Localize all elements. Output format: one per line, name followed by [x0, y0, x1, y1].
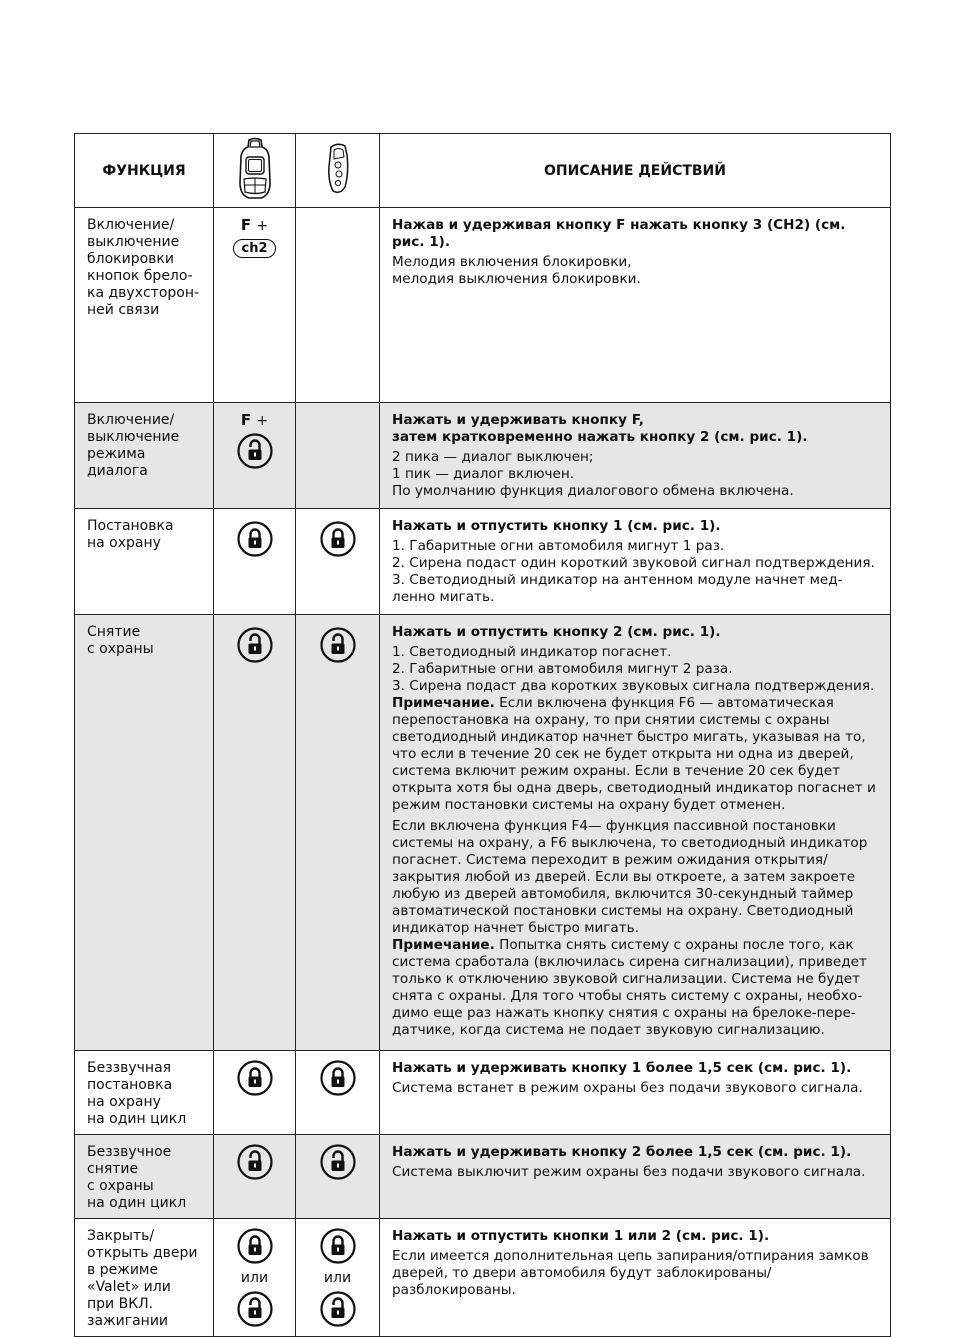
description-cell	[380, 1051, 891, 1135]
remote1-buttons	[214, 1135, 296, 1219]
table-row	[75, 208, 891, 403]
remote2-buttons	[296, 615, 380, 1051]
f-plus-label: F +	[240, 216, 269, 234]
action-instruction: Нажав и удерживая кнопку F нажать кнопку 3 (CH2) (см. рис. 1).	[392, 217, 846, 250]
f-plus-label: F +	[240, 411, 269, 429]
unlock-button-icon	[320, 627, 356, 663]
one-way-remote-icon	[296, 134, 380, 208]
result-text: 1. Габаритные огни автомобиля мигнут 1 раз. 2. Сирена подаст один короткий звуковой сигнал подтверждения. 3. Светодиодный индикатор на антенном модуле начнет мед- ленно мигать.	[392, 538, 875, 605]
remote2-buttons	[296, 509, 380, 615]
function-table	[74, 133, 891, 1337]
lock-button-icon	[237, 521, 273, 557]
lock-button-icon	[320, 521, 356, 557]
remote2-buttons	[296, 1135, 380, 1219]
result-text: Система встанет в режим охраны без подачи звукового сигнала.	[392, 1080, 863, 1096]
function-cell: Снятие с охраны	[75, 615, 214, 1051]
header-row	[75, 134, 891, 208]
table-row	[75, 403, 891, 509]
description-cell	[380, 1219, 891, 1337]
function-cell: Беззвучное снятие с охраны на один цикл	[75, 1135, 214, 1219]
description-cell	[380, 615, 891, 1051]
remote1-buttons	[214, 509, 296, 615]
result-text: Система выключит режим охраны без подачи звукового сигнала.	[392, 1164, 866, 1180]
result-text: Мелодия включения блокировки, мелодия выключения блокировки.	[392, 254, 641, 287]
result-text: 1. Светодиодный индикатор погаснет. 2. Габаритные огни автомобиля мигнут 2 раза. 3. Сирена подаст два коротких звуковых сигнала подтверждения.	[392, 644, 875, 694]
ch2-button-icon: ch2	[233, 239, 275, 258]
unlock-button-icon	[237, 433, 273, 469]
function-cell: Постановка на охрану	[75, 509, 214, 615]
unlock-button-icon	[237, 1144, 273, 1180]
action-instruction: Нажать и отпустить кнопки 1 или 2 (см. рис. 1).	[392, 1228, 770, 1244]
table-row	[75, 615, 891, 1051]
unlock-button-icon	[237, 1291, 273, 1327]
function-cell: Включение/ выключение блокировки кнопок брело- ка двухсторон- ней связи	[75, 208, 214, 403]
note-paragraph: Примечание. Попытка снять систему с охраны после того, как система сработала (включилась сирена сигнализации), приведет только к отключению звуковой сигнализации. Система не будет снята с охраны. Для того чтобы снять систему с охраны, необходимо еще раз нажать кнопку снятия с охраны на брелоке-передатчике, когда система не подает звуковую сигнализацию.	[392, 937, 867, 1038]
table-row	[75, 509, 891, 615]
function-cell: Беззвучная постановка на охрану на один цикл	[75, 1051, 214, 1135]
note-paragraph: Примечание. Если включена функция F6 — автоматическая перепостановка на охрану, то при снятии системы с охраны светодиодный индикатор начнет быстро мигать, указывая на то, что если в течение 20 сек не будет открыта ни одна из дверей, система включит режим охраны. Если в течение 20 сек будет открыта хотя бы одна дверь, светодиодный индикатор погаснет и режим постановки системы на охрану будет отменен.	[392, 695, 876, 813]
unlock-button-icon	[320, 1144, 356, 1180]
action-instruction: Нажать и отпустить кнопку 1 (см. рис. 1).	[392, 518, 721, 534]
description-cell	[380, 208, 891, 403]
remote1-buttons	[214, 403, 296, 509]
description-column-header: ОПИСАНИЕ ДЕЙСТВИЙ	[380, 134, 891, 208]
action-instruction: Нажать и удерживать кнопку F, затем кратковременно нажать кнопку 2 (см. рис. 1).	[392, 412, 808, 445]
description-cell	[380, 1135, 891, 1219]
lock-button-icon	[320, 1060, 356, 1096]
remote1-buttons	[214, 208, 296, 403]
lock-button-icon	[237, 1228, 273, 1264]
table-row	[75, 1135, 891, 1219]
description-cell	[380, 509, 891, 615]
remote2-buttons-empty	[296, 208, 380, 403]
remote2-buttons	[296, 1051, 380, 1135]
unlock-button-icon	[237, 627, 273, 663]
action-instruction: Нажать и удерживать кнопку 2 более 1,5 сек (см. рис. 1).	[392, 1144, 852, 1160]
remote1-buttons	[214, 1051, 296, 1135]
or-label: или	[240, 1270, 269, 1286]
description-cell	[380, 403, 891, 509]
remote1-buttons	[214, 1219, 296, 1337]
or-label: или	[323, 1270, 352, 1286]
table-row	[75, 1219, 891, 1337]
remote2-buttons-empty	[296, 403, 380, 509]
function-column-header: ФУНКЦИЯ	[75, 134, 214, 208]
function-cell: Закрыть/ открыть двери в режиме «Valet» или при ВКЛ. зажигании	[75, 1219, 214, 1337]
table-row	[75, 1051, 891, 1135]
action-instruction: Нажать и отпустить кнопку 2 (см. рис. 1).	[392, 624, 721, 640]
result-text: 2 пика — диалог выключен; 1 пик — диалог включен. По умолчанию функция диалогового обмена включена.	[392, 449, 794, 499]
remote1-buttons	[214, 615, 296, 1051]
f4-paragraph: Если включена функция F4— функция пассивной постановки системы на охрану, а F6 выключена, то светодиодный индикатор погаснет. Система переходит в режим ожидания открытия/закрытия любой из дверей. Если вы откроете, а затем закроете любую из дверей автомобиля, включится 30-секундный таймер автоматической постановки системы на охрану. Светодиодный индикатор начнет быстро мигать.	[392, 818, 868, 936]
function-cell: Включение/ выключение режима диалога	[75, 403, 214, 509]
action-instruction: Нажать и удерживать кнопку 1 более 1,5 сек (см. рис. 1).	[392, 1060, 852, 1076]
lock-button-icon	[237, 1060, 273, 1096]
unlock-button-icon	[320, 1291, 356, 1327]
result-text: Если имеется дополнительная цепь запирания/отпирания замков дверей, то двери автомобиля будут заблокированы/разблокированы.	[392, 1248, 869, 1298]
two-way-remote-icon	[214, 134, 296, 208]
remote2-buttons	[296, 1219, 380, 1337]
lock-button-icon	[320, 1228, 356, 1264]
